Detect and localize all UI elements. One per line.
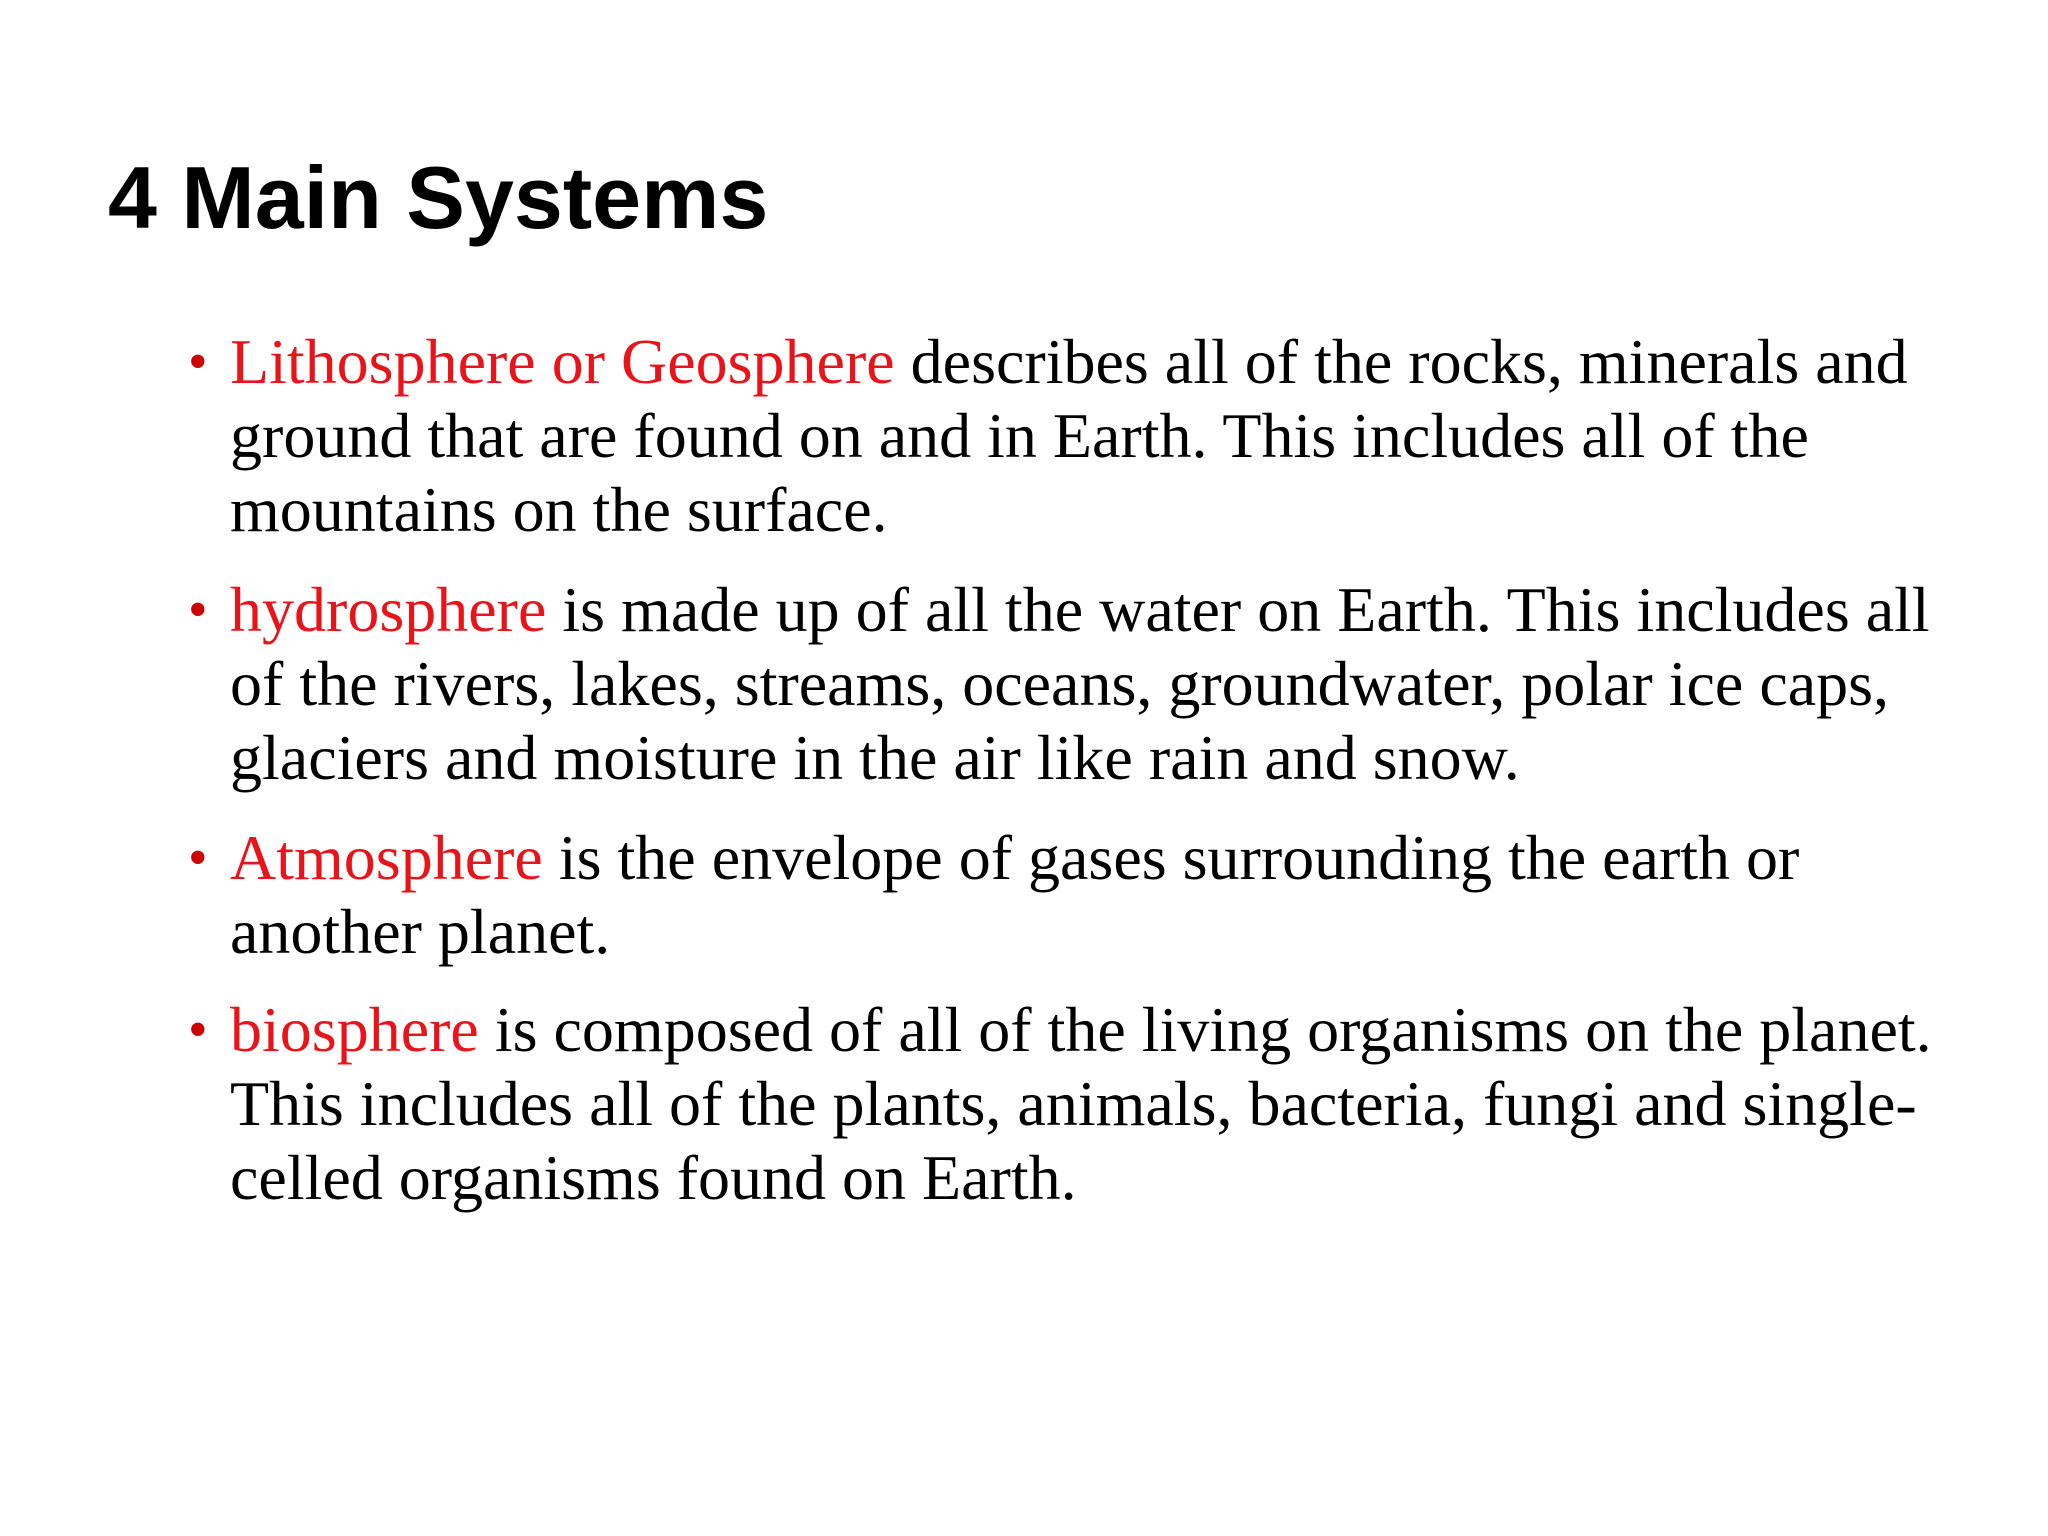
term-hydrosphere: hydrosphere (230, 574, 547, 645)
term-atmosphere: Atmosphere (230, 822, 543, 893)
bullet-icon: • (188, 999, 208, 1061)
description-lithosphere: describes all of the rocks, minerals and ground that are found on and in Earth. This includes all of the mountains on the surface. (230, 326, 1908, 545)
description-atmosphere: is the envelope of gases surrounding the earth or another planet. (230, 822, 1800, 967)
term-lithosphere: Lithosphere or Geosphere (230, 326, 895, 397)
description-biosphere: is composed of all of the living organisms on the planet. This includes all of the plants, animals, bacteria, fungi and single-celled organisms found on Earth. (230, 994, 1932, 1213)
bullet-icon: • (188, 331, 208, 393)
bullet-icon: • (188, 827, 208, 889)
description-hydrosphere: is made up of all the water on Earth. This includes all of the rivers, lakes, streams, oceans, groundwater, polar ice caps, glaciers and moisture in the air like rain and snow. (230, 574, 1930, 793)
list-item-lithosphere (188, 325, 1950, 547)
slide-title: 4 Main Systems (108, 148, 769, 247)
list-item-atmosphere (188, 821, 1950, 969)
bullet-icon: • (188, 579, 208, 641)
bullet-list (188, 325, 1950, 1241)
list-item-biosphere (188, 993, 1950, 1215)
list-item-hydrosphere (188, 573, 1950, 795)
term-biosphere: biosphere (230, 994, 479, 1065)
